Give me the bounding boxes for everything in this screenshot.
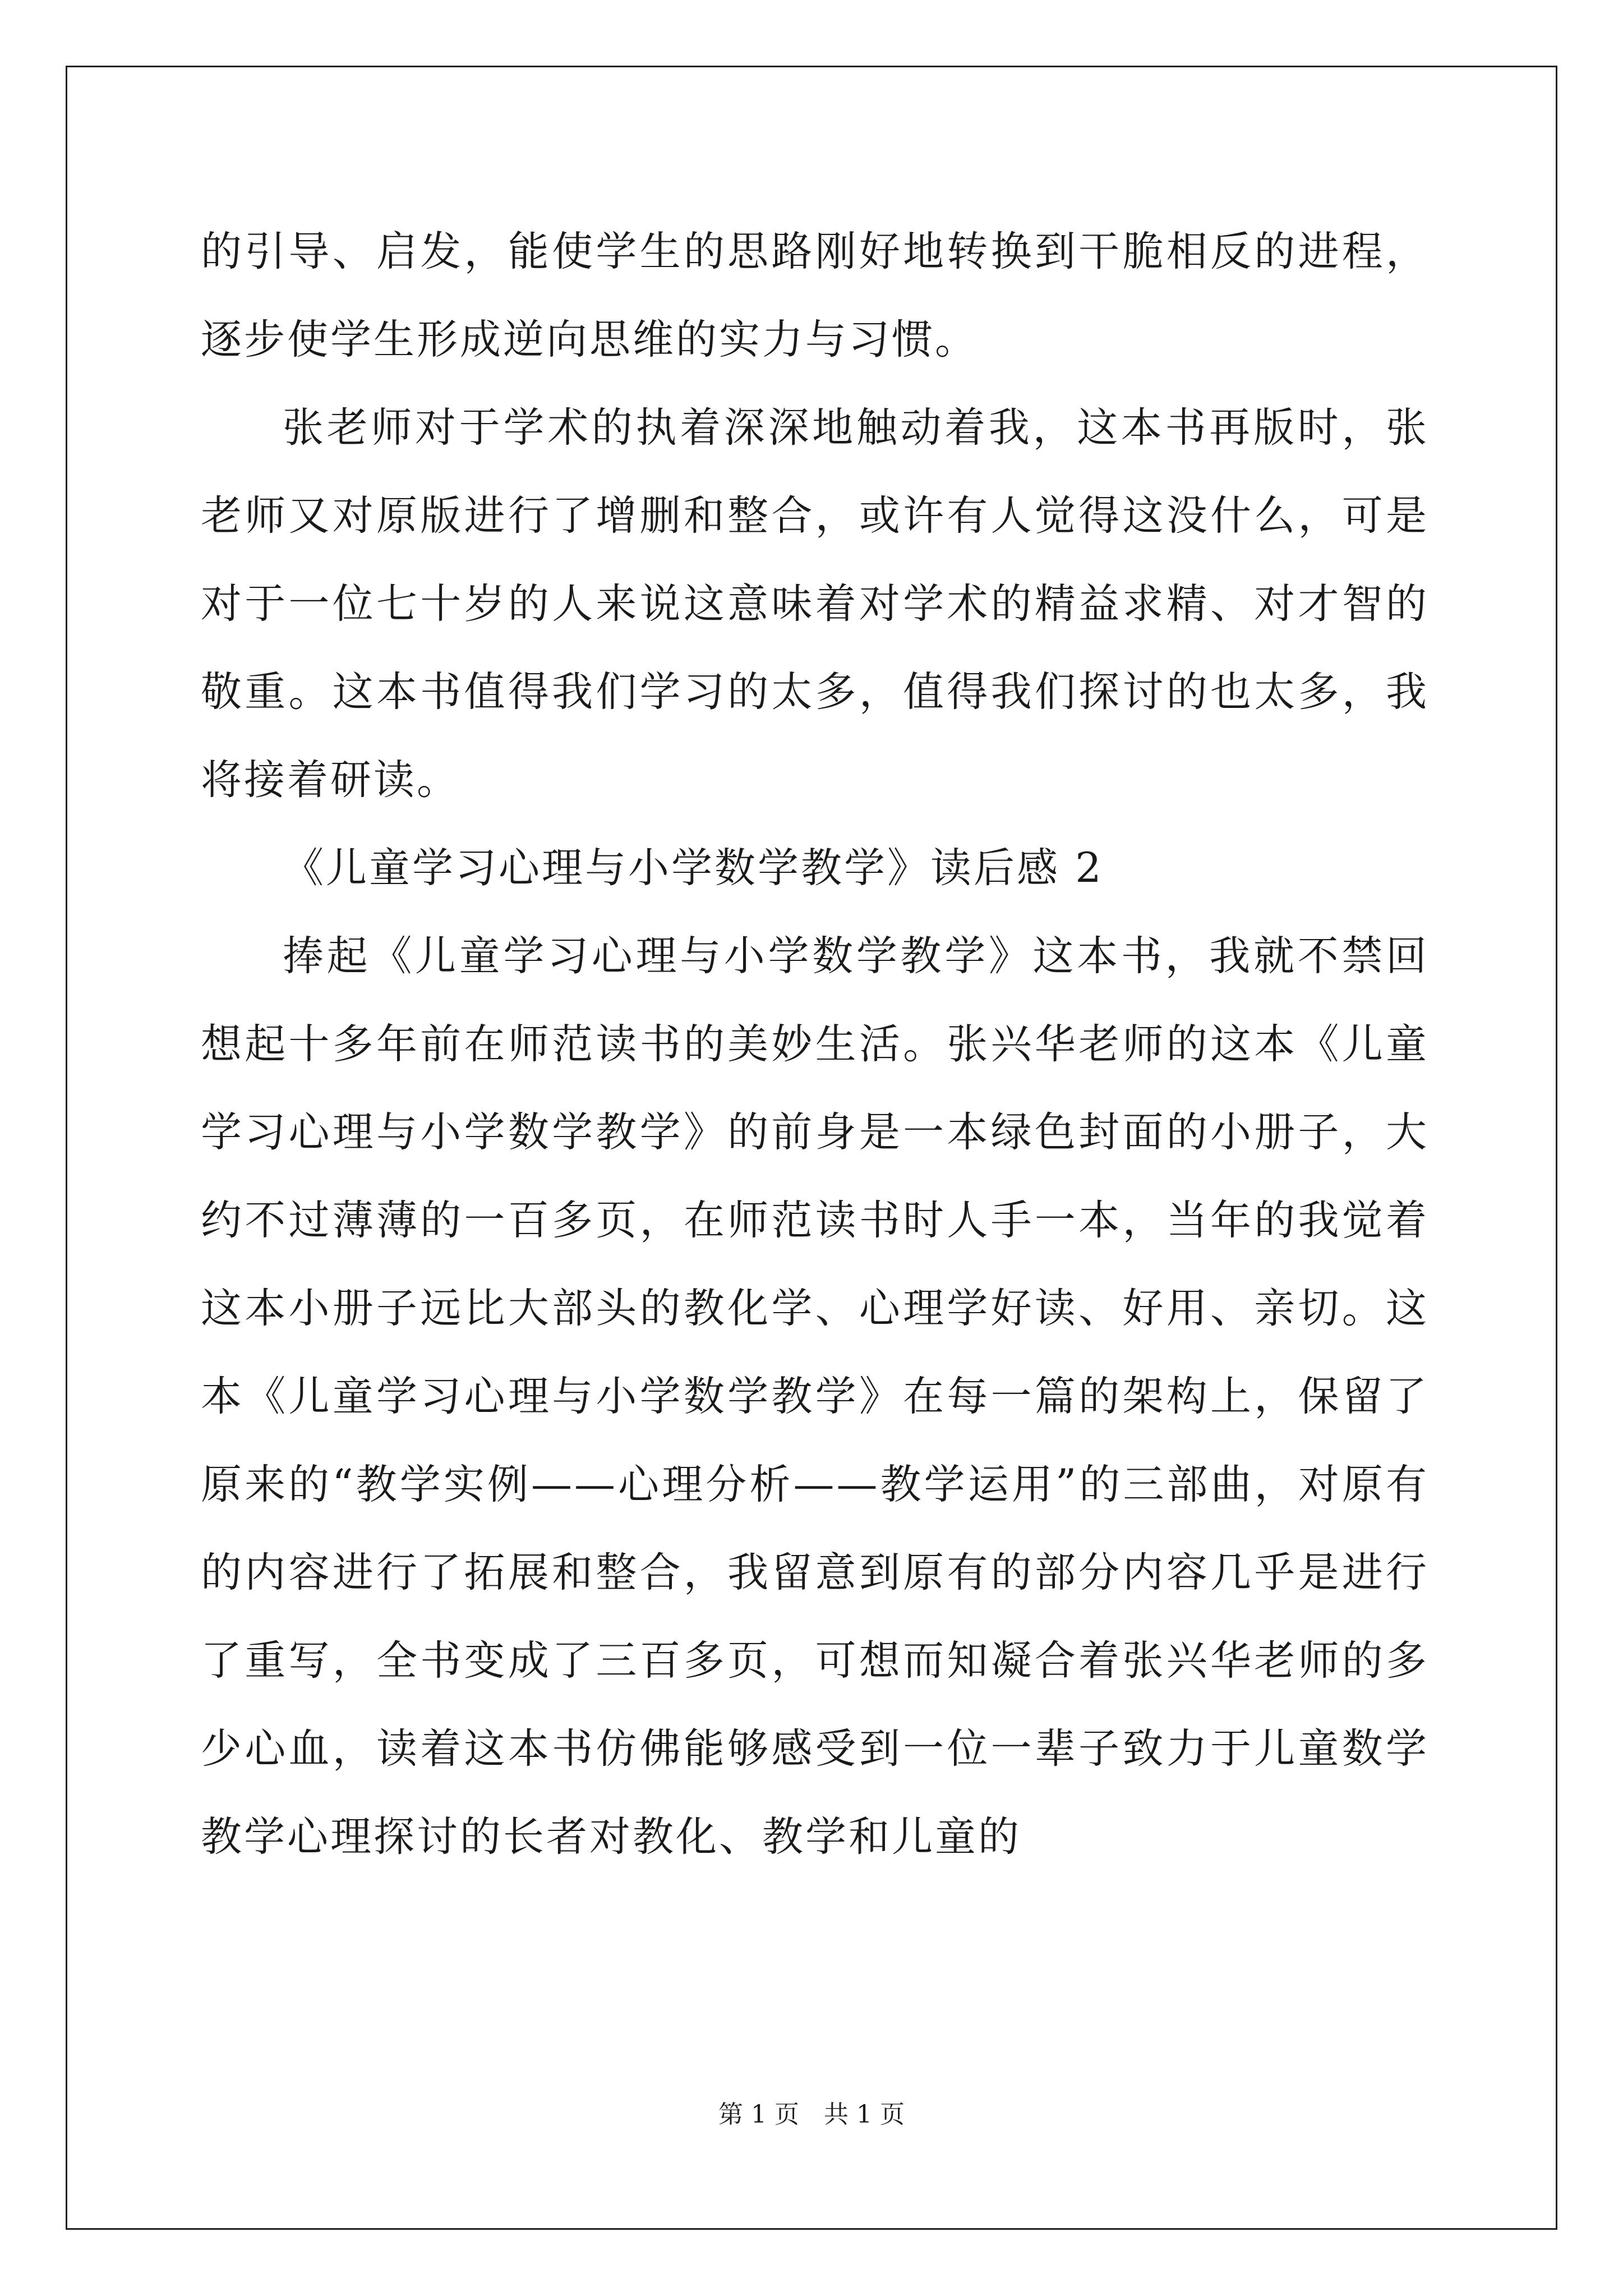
- paragraph-body: 张老师对于学术的执着深深地触动着我，这本书再版时，张老师又对原版进行了增删和整合，或许有人觉得这没什么，可是对于一位七十岁的人来说这意味着对学术的精益求精、对才智的敬重。这本书值得我们学习的太多，值得我们探讨的也太多，我将接着研读。: [201, 404, 1429, 804]
- section-heading: 《儿童学习心理与小学数学教学》读后感 2: [283, 844, 1104, 892]
- document-body: [201, 208, 1429, 1881]
- page-footer: [0, 2098, 1623, 2132]
- paragraph-body: 捧起《儿童学习心理与小学数学教学》这本书，我就不禁回想起十多年前在师范读书的美妙生活。张兴华老师的这本《儿童学习心理与小学数学教学》的前身是一本绿色封面的小册子，大约不过薄薄的一百多页，在师范读书时人手一本，当年的我觉着这本小册子远比大部头的教化学、心理学好读、好用、亲切。这本《儿童学习心理与小学数学教学》在每一篇的架构上，保留了原来的“教学实例——心理分析——教学运用”的三部曲，对原有的内容进行了拓展和整合，我留意到原有的部分内容几乎是进行了重写，全书变成了三百多页，可想而知凝合着张兴华老师的多少心血，读着这本书仿佛能够感受到一位一辈子致力于儿童数学教学心理探讨的长者对教化、教学和儿童的: [201, 932, 1429, 1861]
- paragraph-continuation: 的引导、启发，能使学生的思路刚好地转换到干脆相反的进程，逐步使学生形成逆向思维的实力与习惯。: [201, 228, 1429, 364]
- page-number: 第 1 页: [718, 2100, 799, 2129]
- page-total: 共 1 页: [824, 2100, 905, 2129]
